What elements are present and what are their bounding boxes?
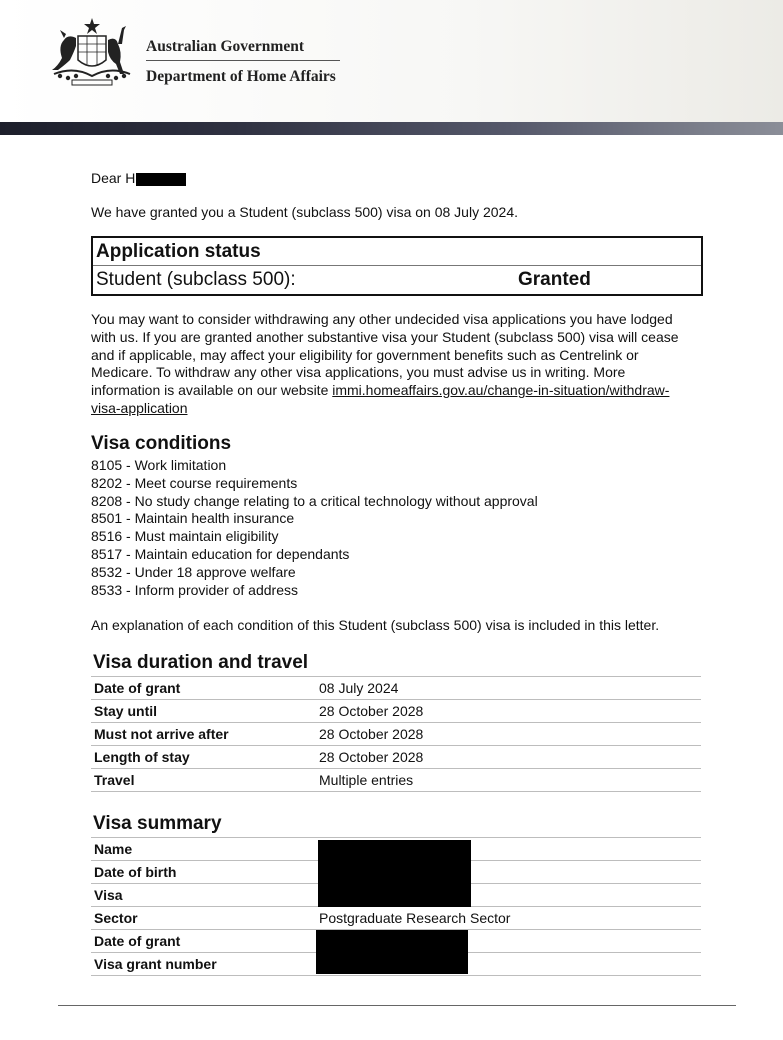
visa-conditions-heading: Visa conditions [91,433,232,454]
conditions-explanation: An explanation of each condition of this Student (subclass 500) visa is included in this letter. [91,617,660,633]
status-visa-label: Student (subclass 500): [96,269,296,290]
condition-item: 8501 - Maintain health insurance [91,510,295,527]
status-value: Granted [518,269,591,290]
visa-summary-heading: Visa summary [93,813,222,834]
table-row [91,700,701,723]
redacted-grant-details [316,930,468,974]
department-name: Department of Home Affairs [146,68,336,85]
application-status-title: Application status [96,241,261,262]
row-value: Postgraduate Research Sector [316,907,701,930]
withdraw-visa-link[interactable]: immi.homeaffairs.gov.au/change-in-situation/withdraw-visa-application [91,382,670,416]
greeting-text: Dear H [91,170,136,186]
withdrawal-text: You may want to consider withdrawing any other undecided visa applications you have lodged with us. If you are granted another substantive visa your Student (subclass 500) visa will cease and if applicable, may affect your eligibility for government benefits such as Centrelink or Medicare. To withdraw any other visa applications, you must advise us in writing. More information is available on our website [91,311,679,399]
row-label: Length of stay [91,746,316,769]
condition-item: 8202 - Meet course requirements [91,474,298,491]
row-label: Sector [91,907,316,930]
table-row [91,769,701,792]
condition-item: 8208 - No study change relating to a critical technology without approval [91,492,538,509]
letterhead [0,0,783,135]
footer-divider [58,1005,736,1006]
condition-item: 8533 - Inform provider of address [91,581,298,598]
withdrawal-paragraph [91,311,681,418]
status-divider [93,265,701,266]
row-label: Travel [91,769,316,792]
row-label: Visa [91,884,316,907]
row-label: Date of birth [91,861,316,884]
coat-of-arms-icon [44,16,140,88]
header-divider [146,60,340,61]
government-name: Australian Government [146,38,305,55]
table-row [91,723,701,746]
redacted-name [136,173,186,186]
redacted-personal-details [318,840,471,907]
table-row [91,677,701,700]
condition-item: 8532 - Under 18 approve welfare [91,563,296,580]
row-label: Visa grant number [91,953,316,976]
grant-statement: We have granted you a Student (subclass 500) visa on 08 July 2024. [91,204,519,220]
row-value: Multiple entries [316,769,701,792]
row-value: 28 October 2028 [316,723,701,746]
row-value: 28 October 2028 [316,700,701,723]
row-label: Date of grant [91,677,316,700]
table-row [91,746,701,769]
row-label: Must not arrive after [91,723,316,746]
row-label: Date of grant [91,930,316,953]
table-row [91,907,701,930]
condition-item: 8517 - Maintain education for dependants [91,545,350,562]
greeting [91,170,186,186]
application-status-box [91,236,703,296]
visa-duration-heading: Visa duration and travel [93,652,309,673]
condition-item: 8105 - Work limitation [91,457,227,473]
row-label: Stay until [91,700,316,723]
conditions-list [91,457,538,599]
visa-duration-table [91,676,701,792]
row-value: 28 October 2028 [316,746,701,769]
condition-item: 8516 - Must maintain eligibility [91,528,279,545]
row-label: Name [91,838,316,861]
header-band [0,122,783,135]
row-value: 08 July 2024 [316,677,701,700]
